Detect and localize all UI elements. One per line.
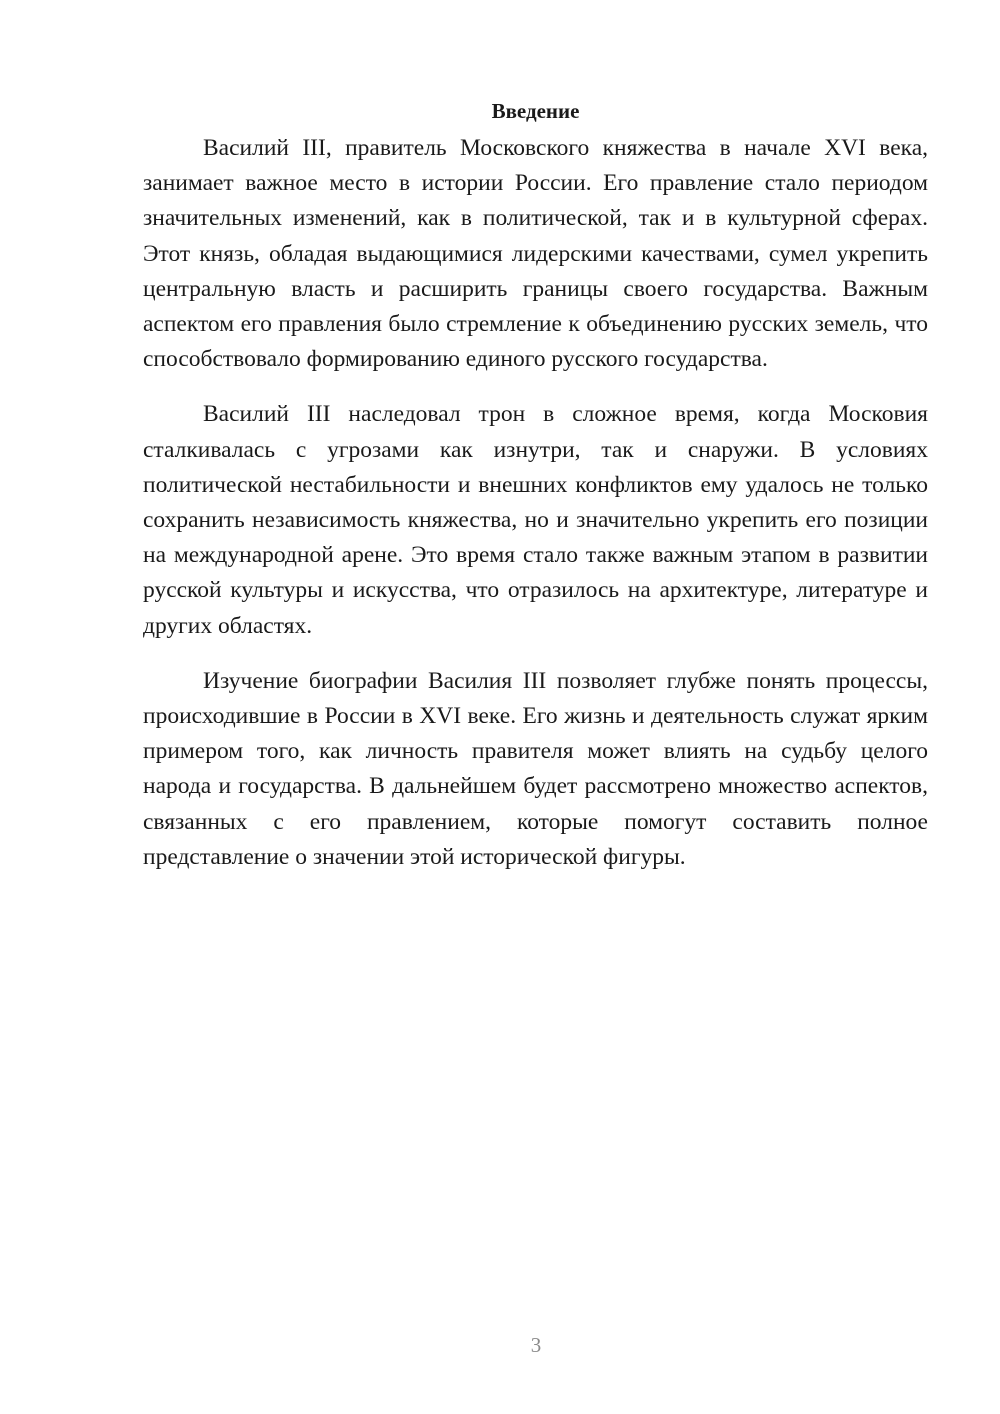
paragraph: Василий III наследовал трон в сложное время, когда Московия сталкивалась с угрозами как изнутри, так и снаружи. В условиях политической нестабильности и внешних конфликтов ему удалось не только сохранить независимость княжества, но и значительно укрепить его позиции на международной арене. Это время стало также важным этапом в развитии русской культуры и искусства, что отразилось на архитектуре, литературе и других областях.	[143, 401, 928, 639]
paragraph: Василий III, правитель Московского княжества в начале XVI века, занимает важное место в истории России. Его правление стало периодом значительных изменений, как в политической, так и в культурной сферах. Этот князь, обладая выдающимися лидерскими качествами, сумел укрепить центральную власть и расширить границы своего государства. Важным аспектом его правления было стремление к объединению русских земель, что способствовало формированию единого русского государства.	[143, 135, 928, 373]
section-heading: Введение	[491, 99, 580, 123]
paragraph: Изучение биографии Василия III позволяет глубже понять процессы, происходившие в России в XVI веке. Его жизнь и деятельность служат ярким примером того, как личность правителя может влиять на судьбу целого народа и государства. В дальнейшем будет рассмотрено множество аспектов, связанных с его правлением, которые помогут составить полное представление о значении этой исторической фигуры.	[143, 667, 928, 870]
page-number: 3	[530, 1333, 542, 1357]
page-content	[143, 97, 928, 895]
